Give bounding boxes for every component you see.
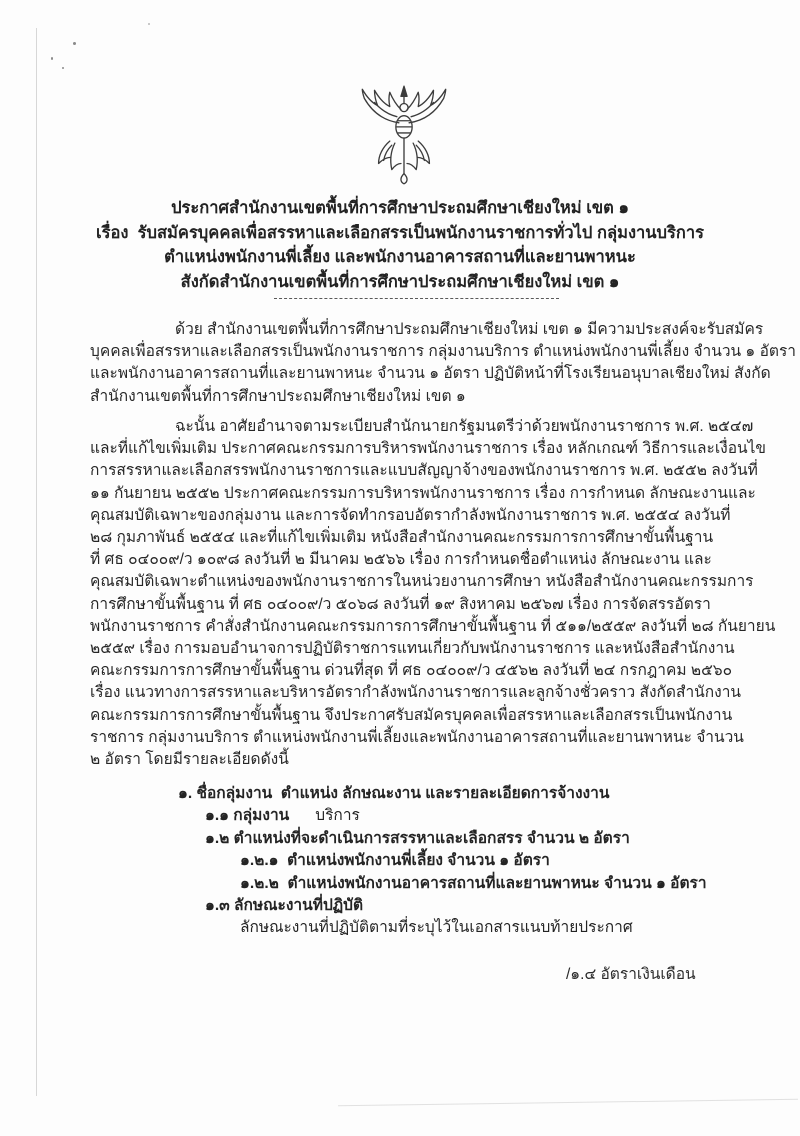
- dashed-separator: [274, 298, 559, 299]
- paragraph-intro: [90, 319, 796, 408]
- garuda-emblem: [344, 84, 464, 186]
- item-1-2-positions: ๑.๒ ตำแหน่งที่จะดำเนินการสรรหาและเลือกสรร จำนวน ๒ อัตรา: [205, 829, 630, 847]
- text-line: ๒ อัตรา โดยมีรายละเอียดดังนี้: [90, 751, 289, 769]
- document-header: [0, 196, 800, 294]
- text-line: คุณสมบัติเฉพาะตำแหน่งของพนักงานราชการในหน่วยงานการศึกษา หนังสือสำนักงานคณะกรรมการ: [90, 573, 754, 591]
- text-line: ราชการ กลุ่มงานบริการ ตำแหน่งพนักงานพี่เลี้ยงและพนักงานอาคารสถานที่และยานพาหนะ จำนวน: [90, 728, 744, 746]
- text-line: เรื่อง แนวทางการสรรหาและบริหารอัตรากำลังพนักงานราชการและลูกจ้างชั่วคราว สังกัดสำนักงาน: [90, 684, 742, 702]
- announcement-affiliation-line: สังกัดสำนักงานเขตพื้นที่การศึกษาประถมศึกษาเชียงใหม่ เขต ๑: [180, 272, 620, 291]
- section-1-heading: ๑. ชื่อกลุ่มงาน ตำแหน่ง ลักษณะงาน และรายละเอียดการจ้างงาน: [178, 785, 610, 802]
- text-line: ๒๘ กุมภาพันธ์ ๒๕๕๔ และที่แก้ไขเพิ่มเติม หนังสือสำนักงานคณะกรรมการการศึกษาขั้นพื้นฐาน: [90, 529, 714, 547]
- text-line: คณะกรรมการการศึกษาขั้นพื้นฐาน ด่วนที่สุด ที่ ศธ ๐๔๐๐๙/ว ๔๕๖๒ ลงวันที่ ๒๔ กรกฎาคม ๒๕๖๐: [90, 662, 733, 680]
- text-line: ด้วย สำนักงานเขตพื้นที่การศึกษาประถมศึกษาเชียงใหม่ เขต ๑ มีความประสงค์จะรับสมัคร: [175, 321, 764, 338]
- scan-speck: [51, 57, 53, 60]
- text-line: ๑๑ กันยายน ๒๕๕๒ ประกาศคณะกรรมการบริหารพนักงานราชการ เรื่อง การกำหนด ลักษณะงานและ: [90, 484, 756, 502]
- item-1-1-value: บริการ: [315, 807, 360, 825]
- text-line: และที่แก้ไขเพิ่มเติม ประกาศคณะกรรมการบริหารพนักงานราชการ เรื่อง หลักเกณฑ์ วิธีการและเงื่อนไข: [90, 440, 767, 458]
- text-line: การศึกษาขั้นพื้นฐาน ที่ ศธ ๐๔๐๐๙/ว ๕๐๖๘ ลงวันที่ ๑๙ สิงหาคม ๒๕๖๗ เรื่อง การจัดสรรอัตรา: [90, 595, 711, 613]
- section-1-job-details: [90, 783, 707, 940]
- text-line: และพนักงานอาคารสถานที่และยานพาหนะ จำนวน ๑ อัตรา ปฏิบัติหน้าที่โรงเรียนอนุบาลเชียงใหม่ สังกัด: [90, 365, 771, 383]
- item-1-3-duties-detail: ลักษณะงานที่ปฏิบัติตามที่ระบุไว้ในเอกสารแนบท้ายประกาศ: [240, 919, 633, 937]
- scan-crease-line: [36, 28, 37, 1096]
- announcement-positions-line: ตำแหน่งพนักงานพี่เลี้ยง และพนักงานอาคารสถานที่และยานพาหนะ: [164, 248, 636, 266]
- item-1-1-label: ๑.๑ กลุ่มงาน: [205, 807, 290, 825]
- item-1-3-duties-heading: ๑.๓ ลักษณะงานที่ปฏิบัติ: [205, 897, 364, 915]
- announcement-org-line: ประกาศสำนักงานเขตพื้นที่การศึกษาประถมศึกษาเชียงใหม่ เขต ๑: [171, 199, 629, 217]
- text-line: บุคคลเพื่อสรรหาและเลือกสรรเป็นพนักงานราชการ กลุ่มงานบริการ ตำแหน่งพนักงานพี่เลี้ยง จำนวน ๑ อัตรา: [90, 343, 796, 361]
- item-1-2-1-caretaker-position: ๑.๒.๑ ตำแหน่งพนักงานพี่เลี้ยง จำนวน ๑ อัตรา: [240, 852, 550, 870]
- page-continuation-note: /๑.๔ อัตราเงินเดือน: [566, 966, 696, 983]
- item-1-1-group: [205, 805, 707, 827]
- text-line: พนักงานราชการ คำสั่งสำนักงานคณะกรรมการการศึกษาขั้นพื้นฐาน ที่ ๕๑๑/๒๕๕๙ ลงวันที่ ๒๘ กันยายน: [90, 617, 776, 635]
- scan-speck: [148, 23, 150, 25]
- text-line: ฉะนั้น อาศัยอำนาจตามระเบียบสำนักนายกรัฐมนตรีว่าด้วยพนักงานราชการ พ.ศ. ๒๕๔๗: [175, 418, 754, 435]
- announcement-subject-line: เรื่อง รับสมัครบุคคลเพื่อสรรหาและเลือกสรรเป็นพนักงานราชการทั่วไป กลุ่มงานบริการ: [95, 223, 704, 242]
- text-line: คณะกรรมการการศึกษาขั้นพื้นฐาน จึงประกาศรับสมัครบุคคลเพื่อสรรหาและเลือกสรรเป็นพนักงาน: [90, 706, 733, 724]
- text-line: การสรรหาและเลือกสรรพนักงานราชการและแบบสัญญาจ้างของพนักงานราชการ พ.ศ. ๒๕๕๒ ลงวันที่: [90, 462, 758, 480]
- text-line: สำนักงานเขตพื้นที่การศึกษาประถมศึกษาเชียงใหม่ เขต ๑: [90, 387, 466, 405]
- item-1-2-2-facilities-position: ๑.๒.๒ ตำแหน่งพนักงานอาคารสถานที่และยานพาหนะ จำนวน ๑ อัตรา: [240, 874, 707, 892]
- text-line: คุณสมบัติเฉพาะของกลุ่มงาน และการจัดทำกรอบอัตรากำลังพนักงานราชการ พ.ศ. ๒๕๕๔ ลงวันที่: [90, 506, 731, 524]
- text-line: ๒๕๕๙ เรื่อง การมอบอำนาจการปฏิบัติราชการแทนเกี่ยวกับพนักงานราชการ และหนังสือสำนักงาน: [90, 640, 735, 658]
- scan-speck: [62, 67, 64, 69]
- scan-speck: [73, 42, 76, 45]
- text-line: ที่ ศธ ๐๔๐๐๙/ว ๑๐๙๘ ลงวันที่ ๒ มีนาคม ๒๕๖๖ เรื่อง การกำหนดชื่อตำแหน่ง ลักษณะงาน และ: [90, 551, 712, 569]
- paragraph-legal-basis: [90, 416, 776, 771]
- scan-streak: [338, 1099, 798, 1106]
